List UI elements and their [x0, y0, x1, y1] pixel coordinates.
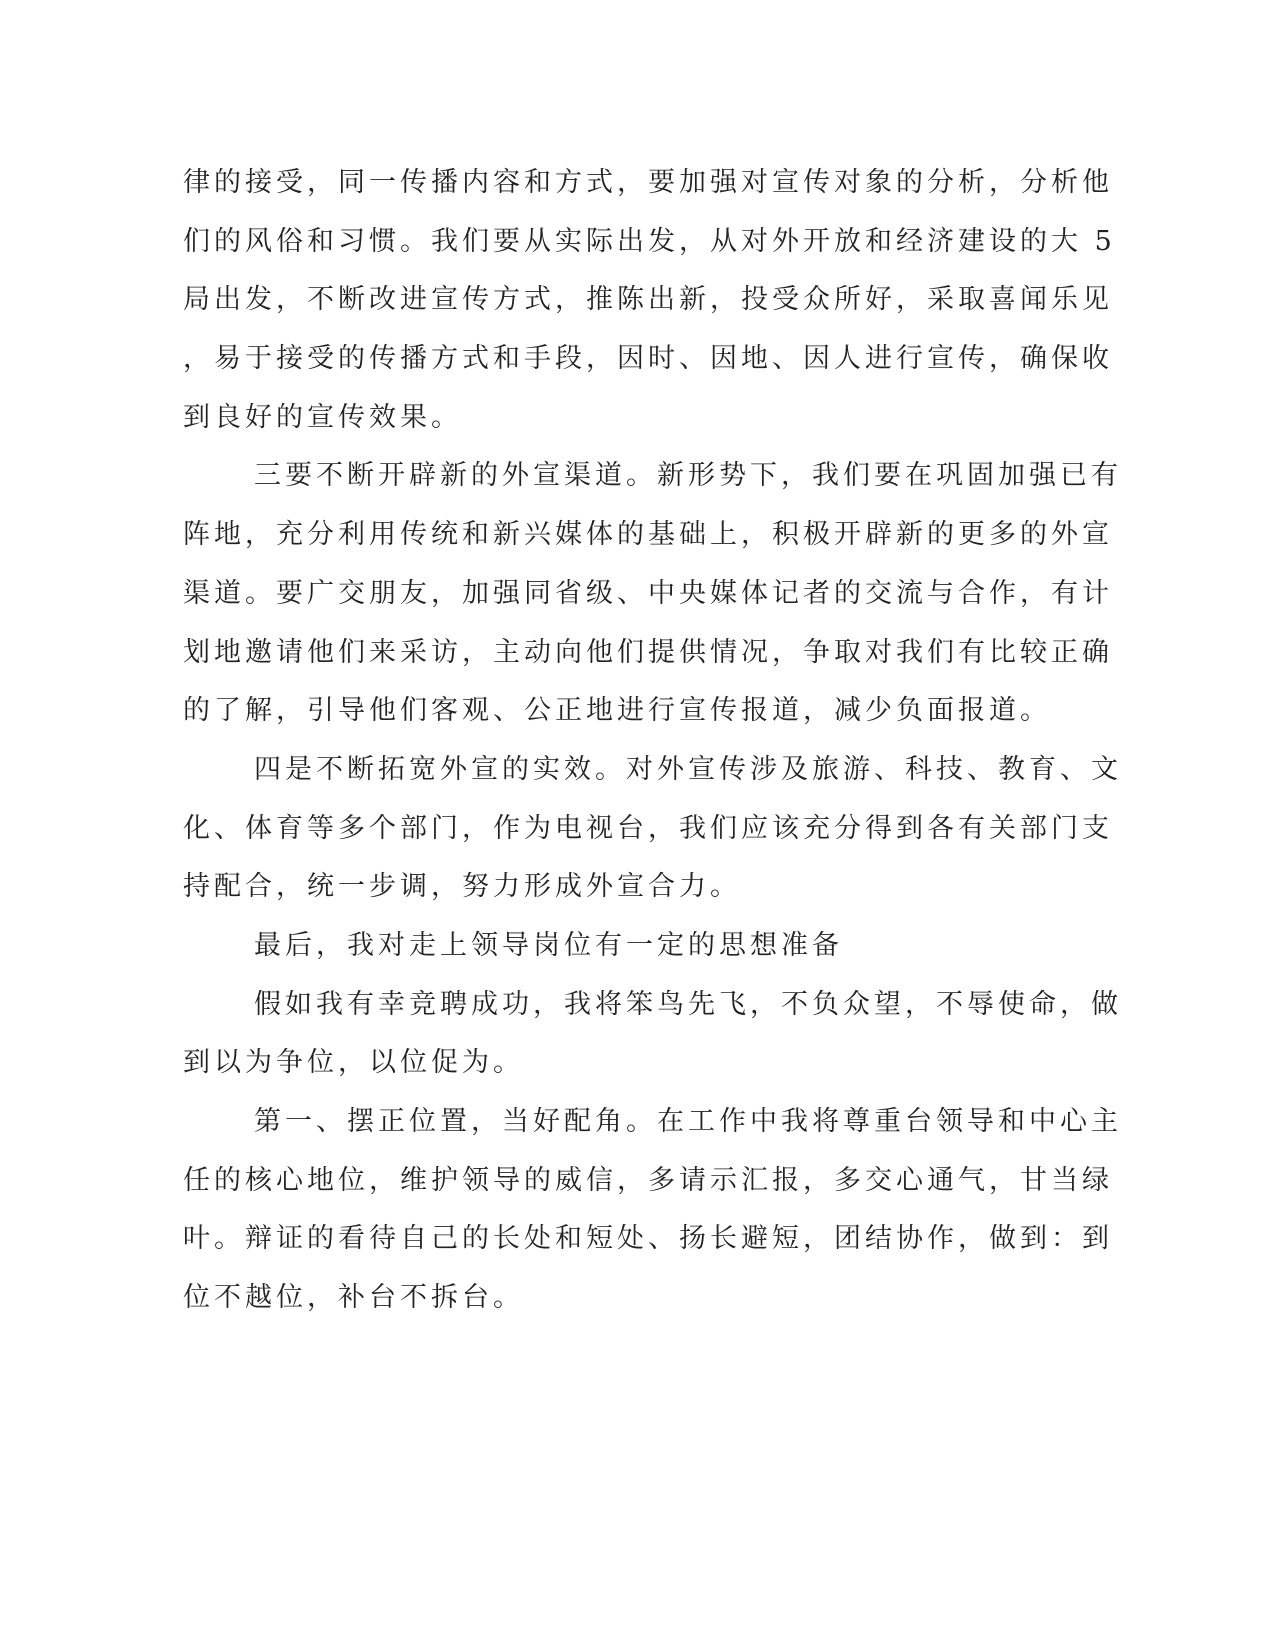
paragraph-start-line: 假如我有幸竞聘成功，我将笨鸟先飞，不负众望，不辱使命，做: [254, 988, 1122, 1020]
text-line: 到良好的宣传效果。: [183, 401, 462, 433]
text-line: 位不越位，补台不拆台。: [183, 1282, 524, 1314]
paragraph-start-line: 三要不断开辟新的外宣渠道。新形势下，我们要在巩固加强已有: [254, 460, 1122, 492]
text-line: 局出发，不断改进宣传方式，推陈出新，投受众所好，采取喜闻乐见: [183, 284, 1113, 316]
text-line: 划地邀请他们来采访，主动向他们提供情况，争取对我们有比较正确: [183, 636, 1113, 668]
text-line: 阵地，充分利用传统和新兴媒体的基础上，积极开辟新的更多的外宣: [183, 519, 1113, 551]
text-line: 持配合，统一步调，努力形成外宣合力。: [183, 871, 741, 903]
text-line: 化、体育等多个部门，作为电视台，我们应该充分得到各有关部门支: [183, 812, 1113, 844]
text-line: 到以为争位，以位促为。: [183, 1047, 524, 1079]
text-line: 的了解，引导他们客观、公正地进行宣传报道，减少负面报道。: [183, 695, 1051, 727]
text-line: 们的风俗和习惯。我们要从实际出发，从对外开放和经济建设的大 5: [183, 225, 1116, 257]
text-line: ，易于接受的传播方式和手段，因时、因地、因人进行宣传，确保收: [183, 343, 1113, 375]
text-line: 叶。辩证的看待自己的长处和短处、扬长避短，团结协作，做到：到: [183, 1223, 1113, 1255]
paragraph-start-line: 最后，我对走上领导岗位有一定的思想准备: [254, 929, 843, 961]
text-line: 渠道。要广交朋友，加强同省级、中央媒体记者的交流与合作，有计: [183, 577, 1113, 609]
paragraph-start-line: 第一、摆正位置，当好配角。在工作中我将尊重台领导和中心主: [254, 1106, 1122, 1137]
document-body: [183, 154, 1122, 1328]
text-line: 任的核心地位，维护领导的威信，多请示汇报，多交心通气，甘当绿: [183, 1164, 1113, 1196]
text-line: 律的接受，同一传播内容和方式，要加强对宣传对象的分析，分析他: [183, 167, 1113, 198]
paragraph-start-line: 四是不断拓宽外宣的实效。对外宣传涉及旅游、科技、教育、文: [254, 753, 1122, 785]
